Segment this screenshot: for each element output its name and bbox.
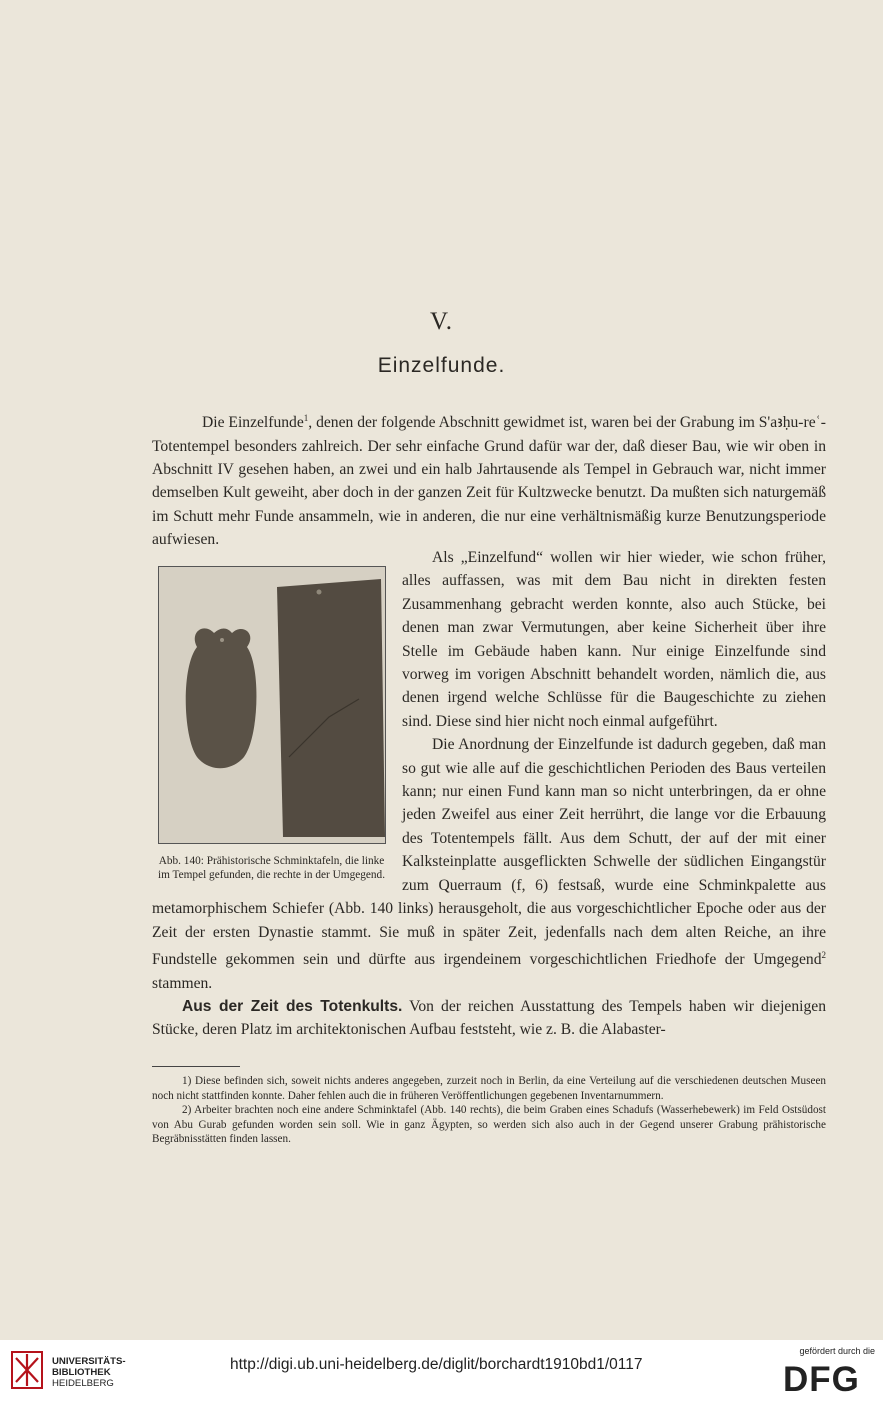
figure-caption: Abb. 140: Prähistorische Schminktafeln, die linke im Tempel gefunden, die rechte in der Umgegend. [157, 855, 386, 881]
paragraph-definition: Als „Einzelfund“ wollen wir hier wieder, wie schon früher, alles auffassen, was mit dem Bau nicht in direkten festen Zusammenhang gebracht werden konnte, also auch Stücke, bei denen man zwar Vermutungen, aber keine Sicherheit über ihre Stelle im Gebäude haben kann. Nur einige Einzelfunde sind vorweg im vorigen Abschnitt behandelt worden, nämlich die, aus denen irgend welche Schlüsse für die Baugeschichte zu ziehen sind. Diese sind hier nicht noch einmal aufgeführt. [402, 549, 826, 730]
funding-note: gefördert durch die [799, 1346, 875, 1356]
palette-left [185, 628, 256, 768]
figure-with-text [152, 546, 826, 1042]
footnote-ref-2: 2 [821, 949, 826, 960]
footnote-2: 2) Arbeiter brachten noch eine andere Schminktafel (Abb. 140 rechts), die beim Graben eines Schadufs (Wasserhebewerk) im Feld Ostsüdost von Abu Gurab gefunden worden sein soll. Wie in ganz Ägypten, so werden sich also auch in der Gegend unserer Grabung prähistorische Begräbnisstätten finden lassen. [152, 1104, 826, 1146]
university-library-logo-icon[interactable] [10, 1346, 44, 1394]
section-heading-totenkult: Aus der Zeit des Totenkults. [182, 997, 403, 1015]
permalink-url[interactable]: http://digi.ub.uni-heidelberg.de/diglit/borchardt1910bd1/0117 [230, 1356, 643, 1373]
chapter-number: V. [429, 308, 454, 335]
footnote-ref-1: 1 [303, 413, 309, 423]
palette-right [277, 579, 385, 837]
figure-140 [155, 566, 388, 882]
paragraph-intro: Die Einzelfunde$^1$, denen der folgende Abschnitt gewidmet ist, waren bei der Grabung im S'aꜣḥu-reʿ-Totentempel besonders zahlreich. Der sehr einfache Grund dafür war der, daß dieser Bau, wie wir oben in Abschnitt IV gesehen haben, an zwei und ein halb Jahrtausende als Tempel in Gebrauch war, nicht immer demselben Kult geweiht, aber doch in der ganzen Zeit für Kultzwecke benutzt. Da mußten sich naturgemäß im Schutt mehr Funde ansammeln, wie in anderen, die nur eine verhältnismäßig kurze Benutzungsperiode aufwiesen. [152, 413, 826, 549]
chapter-title: Einzelfunde. [377, 354, 506, 377]
paragraph-arrangement: Die Anordnung der Einzelfunde ist dadurch gegeben, daß man so gut wie alle auf die geschichtlichen Perioden des Baus verteilen kann; nur einen Fund kann man so nicht unterbringen, da er ohne jeden Zweifel aus einer Zeit herrührt, die lange vor die Erbauung des Totentempels fällt. Aus dem Schutt, der auf der mit einer Kalksteinplatte ausgeflickten Schwelle der südlichen Eingangstür zum Querraum (f, 6) festsaß, wurde eine Schminkpalette aus metamorphischem Schiefer (Abb. 140 links) herausgeholt, die aus vorgeschichtlicher Epoche oder aus der Zeit der ersten Dynastie stammt. Sie muß in später Zeit, jedenfalls nach dem alten Reiche, an ihre Fundstelle gekommen sein und dürfte aus irgendeinem vorgeschichtlichen Friedhofe der Umgegend$^2$ stammen. [152, 736, 826, 992]
footnotes [152, 1074, 826, 1147]
dfg-logo[interactable]: DFG [783, 1360, 860, 1399]
viewer-footer [0, 1340, 883, 1403]
library-name[interactable]: UNIVERSITÄTS- BIBLIOTHEK HEIDELBERG [52, 1356, 126, 1389]
paragraph-cult-period: Aus der Zeit des Totenkults. Von der reichen Ausstattung des Tempels haben wir diejenigen Stücke, deren Platz im architektonischen Aufbau feststeht, wie z. B. die Alabaster- [152, 997, 826, 1039]
photo-palettes [158, 566, 386, 844]
footnote-rule [152, 1066, 240, 1067]
palettes-illustration [159, 567, 385, 843]
footnote-1: 1) Diese befinden sich, soweit nichts anderes angegeben, zurzeit noch in Berlin, da eine Verteilung auf die verschiedenen deutschen Museen noch nicht stattfinden konnte. Daher fehlen auch die in früheren Veröffentlichungen gegebenen Inventarnummern. [152, 1075, 826, 1102]
